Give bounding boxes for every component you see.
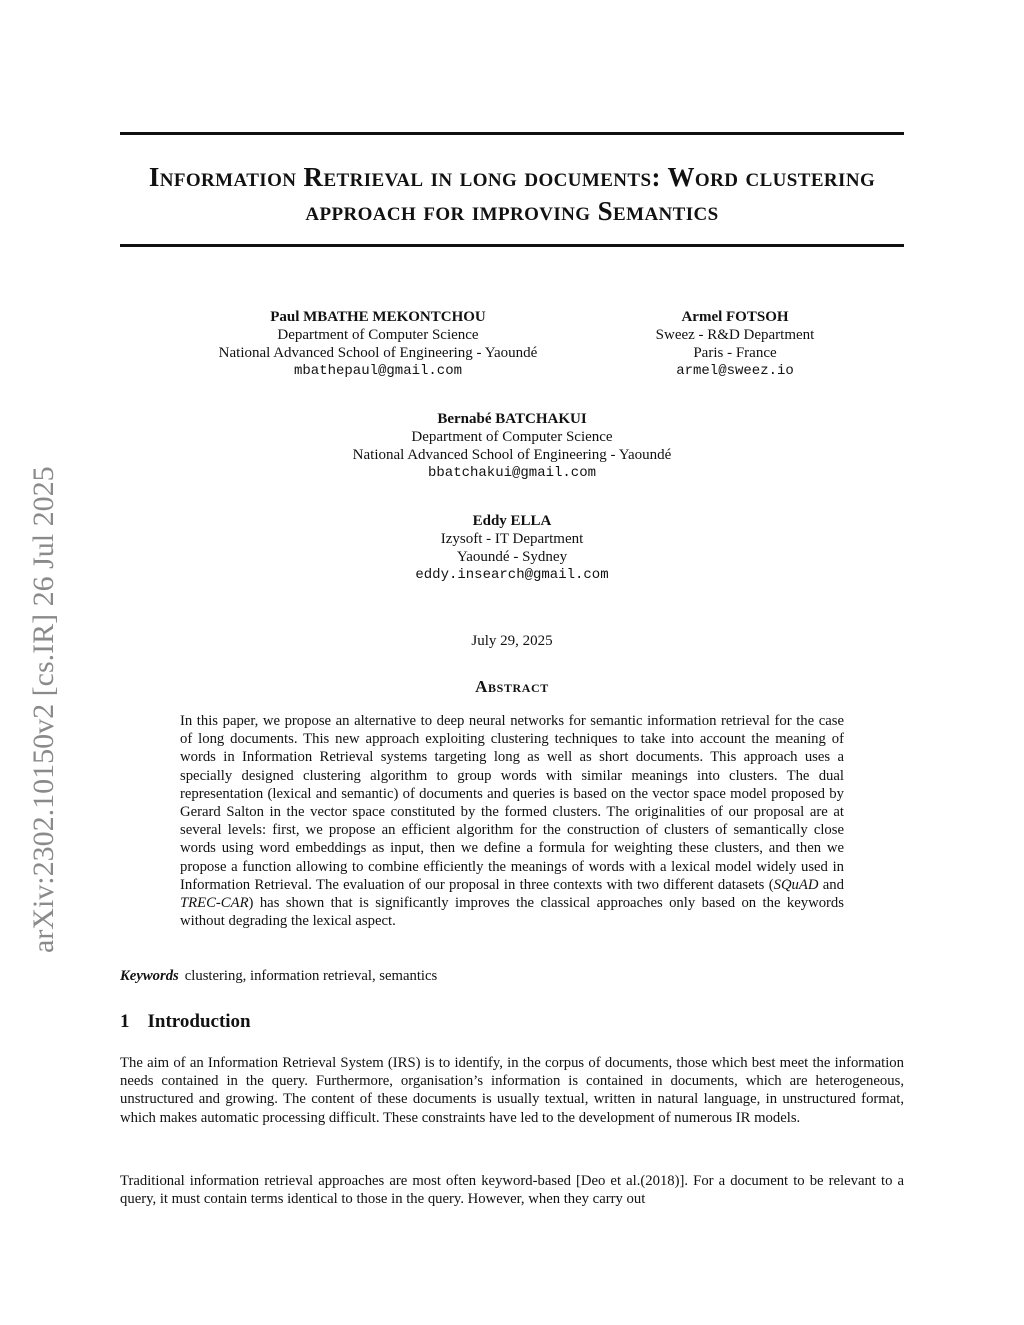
abstract-text-part: In this paper, we propose an alternative to deep neural networks for semantic information retrieval for the case of long documents. This new approach exploiting clustering techniques to take into account the meaning of words in Information Retrieval systems targeting long as well as short documents. This approach uses a specially designed clustering algorithm to group words with similar meanings into clusters. The dual representation (lexical and semantic) of documents and queries is based on the vector space model proposed by Gerard Salton in the vector space constituted by the formed clusters. The originalities of our proposal are at several levels: first, we propose an efficient algorithm for the construction of clusters of semantically close words using word embeddings as input, then we define a formula for weighting these clusters, and then we propose a function allowing to combine efficiently the meanings of words with a lexical model widely used in Information Retrieval. The evaluation of our proposal in three contexts with two different datasets ( bbox=[180, 713, 844, 893]
body-paragraph: Traditional information retrieval approaches are most often keyword-based [Deo et al.(2018)]. For a document to be relevant to a query, it must contain terms identical to those in the query. However, when they carry out bbox=[120, 1173, 904, 1208]
author-affiliation: Department of Computer Science bbox=[411, 429, 613, 445]
author-email[interactable]: bbatchakui@gmail.com bbox=[427, 465, 597, 481]
author-affiliation: Sweez - R&D Department bbox=[655, 327, 815, 343]
abstract-text-part: and bbox=[818, 876, 844, 893]
author-name: Eddy ELLA bbox=[472, 513, 552, 529]
dataset-name-trec-car: TREC-CAR bbox=[180, 895, 249, 912]
author-affiliation-location: National Advanced School of Engineering - Yaoundé bbox=[352, 447, 672, 463]
keywords-list: clustering, information retrieval, semantics bbox=[184, 968, 438, 984]
dataset-name-squad: SQuAD bbox=[773, 876, 819, 893]
author-affiliation: Izysoft - IT Department bbox=[440, 531, 584, 547]
author-name: Paul MBATHE MEKONTCHOU bbox=[270, 309, 486, 325]
keywords-line bbox=[120, 968, 437, 985]
body-paragraph: The aim of an Information Retrieval System (IRS) is to identify, in the corpus of documents, those which best meet the information needs contained in the query. Furthermore, organisation’s information is contained in documents, which are heterogeneous, unstructured and growing. The content of these documents is usually textual, written in natural language, in unstructured format, which makes automatic processing difficult. These constraints have led to the development of numerous IR models. bbox=[120, 1055, 904, 1126]
author-email[interactable]: armel@sweez.io bbox=[676, 363, 794, 379]
arxiv-identifier-stamp: arXiv:2302.10150v2 [cs.IR] 26 Jul 2025 bbox=[27, 466, 60, 953]
author-email[interactable]: mbathepaul@gmail.com bbox=[293, 363, 463, 379]
publication-date: July 29, 2025 bbox=[471, 633, 553, 649]
author-block-3 bbox=[300, 410, 724, 482]
author-email[interactable]: eddy.insearch@gmail.com bbox=[415, 567, 609, 583]
author-affiliation: Department of Computer Science bbox=[277, 327, 479, 343]
author-affiliation-location: Paris - France bbox=[693, 345, 777, 361]
author-affiliation-location: Yaoundé - Sydney bbox=[456, 549, 568, 565]
keywords-label: Keywords bbox=[120, 968, 179, 984]
author-affiliation-location: National Advanced School of Engineering - Yaoundé bbox=[218, 345, 538, 361]
section-heading-introduction bbox=[120, 1011, 251, 1033]
title-top-rule bbox=[120, 132, 904, 135]
title-bottom-rule bbox=[120, 244, 904, 247]
author-block-1 bbox=[180, 308, 576, 380]
paper-title: Information Retrieval in long documents: Word clustering approach for improving Semantics bbox=[148, 162, 876, 226]
section-number: 1 bbox=[120, 1011, 130, 1032]
abstract-text-part: ) has shown that is significantly improves the classical approaches only based on the keywords without degrading the lexical aspect. bbox=[180, 895, 844, 930]
abstract-text bbox=[180, 712, 844, 930]
author-block-2 bbox=[610, 308, 860, 380]
author-block-4 bbox=[352, 512, 672, 584]
section-title: Introduction bbox=[147, 1011, 251, 1032]
author-name: Armel FOTSOH bbox=[681, 309, 789, 325]
author-name: Bernabé BATCHAKUI bbox=[437, 411, 587, 427]
abstract-heading: Abstract bbox=[475, 677, 549, 696]
